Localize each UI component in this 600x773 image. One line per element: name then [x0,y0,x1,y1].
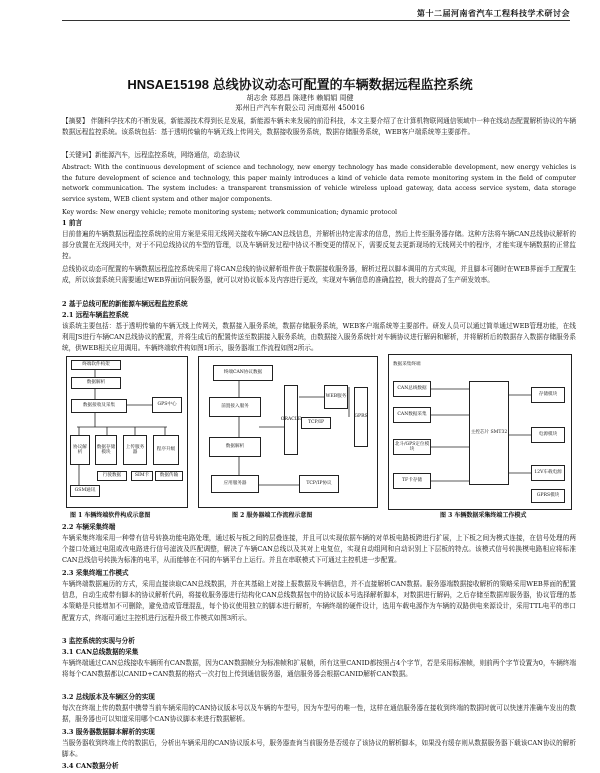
section-2-2-paragraph: 车辆采集终端采用一种带有信号转换功能电路处理，通过板与板之间的层叠连接，并且可以实现依据车辆的对单板电路板跨进行扩展，上下板之间为模式连接，在信号处理的两个接口处通过电阻或改电路进行信号滤波及匹配调整，解决了车辆CAN总线以及其对上电复位，实现自动组网和自动识别上下层板的特点。该模式信号转换模电路相应将标准CAN总线信号转换为标准的电平，从而能够在不同的车辆平台上运行。并且在串联模式下可通过主控机进一步配置。 [62,534,576,565]
section-3-3-paragraph: 当服务器收到终端上传的数据后，分析出车辆采用的CAN协议版本号，服务器查询当前服务是否缓存了该协议的解析脚本，如果没有缓存则从数据服务器下载该CAN协议的解析脚本。 [62,739,576,759]
section-1-paragraph-2: 总线协议动态可配置的车辆数据远程监控系统采用了将CAN总线的协议解析组件放于数据接收服务器，解析过程以脚本调用的方式实现，并且脚本可随时在WEB界面手工配置生成，所以该套系统只需要通过WEB界面访问服务器，就可以对协议版本及内容进行更改，实现对车辆信息的准确监控，极大的提高了生产研发效率。 [62,265,576,285]
figure-2-caption: 图 2 服务器端工作流程示意图 [232,512,313,519]
section-3-title: 3 监控系统的实现与分析 [62,637,135,645]
fig3-box-storage: 存储模块 [531,387,565,403]
fig1-box-upgrade: 程序升级 [153,435,179,465]
fig1-box-storage: 数据存储模块 [95,435,117,465]
paper-authors: 胡志余 郑恩昌 陈建伟 赖娟娟 周健 [246,94,354,102]
figure-1-caption: 图 1 车辆终端软件构成示意图 [70,512,151,519]
header-rule [62,20,570,21]
fig1-box-transfer: 数据传输 [155,471,183,481]
fig1-box-parse: 数据解析 [71,377,121,389]
section-3-3-title: 3.3 服务器数据脚本解析的实现 [62,728,155,736]
fig2-box-can-data: 终端CAN协议数据 [213,365,273,381]
fig2-box-parse: 数据解析 [209,437,261,457]
fig3-title: 数据采集终端 [393,359,441,371]
paper-affiliation: 郑州日产汽车有限公司 河南郑州 450016 [235,104,365,112]
section-3-4-title: 3.4 CAN数据分析 [62,762,119,770]
abstract-en: Abstract: With the continuous development of science and technology, new energy technology has made considerable development, new energy vehicles is the future development of science and technology, this paper mainly introduces a kind of vehicle data remote monitoring system in the field of computer network communication. The system includes: a transparent transmission of vehicle wireless upload gateway, data access service system, data storage service system, WEB client system and other major components. [62,163,576,203]
section-3-1-title: 3.1 CAN总线数据的采集 [62,648,139,656]
fig1-box-gsm: GSM通讯 [70,485,100,497]
fig2-box-tcpip: TCP/IP [301,417,331,429]
figure-2 [198,356,378,508]
fig2-box-oracle: ORACLE [284,385,298,455]
fig2-box-gprs: GPRS [354,387,368,447]
fig1-box-gps: GPS中心 [152,397,182,413]
fig1-box-upload: 上传服务器 [123,435,147,465]
fig2-box-web: WEB服务 [324,385,348,409]
section-1-paragraph-1: 目前普遍的车辆数据远程监控系统的应用方案是采用无线网关接收车辆CAN总线信息，并解析出特定需求的信息，然后上传至服务器存储。这种方法将车辆CAN总线协议解析的部分放置在无线网关中，对于不同总线协议的车型的管理，以及车辆研发过程中协议不断变更的情况下，需要反复去更新现场的无线网关中的程序，才能实现车辆数据的正常监控。 [62,230,576,261]
fig1-box-protocol: 协议解析 [70,435,90,465]
section-2-title: 2 基于总线可配的新能源车辆远程监控系统 [62,300,188,308]
running-header: 第十二届河南省汽车工程科技学术研讨会 [417,8,570,18]
figure-3 [388,354,572,510]
fig1-box-driving: 行驶数据 [97,471,127,481]
fig1-box-collect: 数据接收及采集 [71,399,127,413]
fig3-box-gprs: GPRS模块 [531,489,565,503]
fig2-box-app-server: 应用服务器 [211,475,259,493]
fig1-box-sim: SIM卡 [131,471,153,481]
fig3-box-can-bus: CAN总线数据 [393,381,431,397]
fig2-box-tcpip-protocol: TCP/IP协议 [299,475,339,493]
section-3-2-title: 3.2 总线版本及车辆区分的实现 [62,693,155,701]
section-2-1-title: 2.1 远程车辆监控系统 [62,311,129,319]
fig3-box-power: 电源模块 [531,427,565,443]
keywords-en: Key words: New energy vehicle; remote monitoring system; network communication; dynamic protocol [62,208,398,216]
fig3-box-12v: 12V车载电源 [531,465,565,481]
section-2-3-title: 2.3 采集终端工作模式 [62,569,129,577]
section-2-2-title: 2.2 车辆采集终端 [62,523,116,531]
fig2-box-access: 前置接入服务 [209,397,261,417]
abstract-cn: 【摘要】 伴随科学技术的不断发展，新能源技术得到长足发展，新能源车辆未来发展的前沿科技，本文主要介绍了在计算机物联网通信领域中一种在线动态配置解析协议的车辆数据远程监控系统。该系统包括：基于透明传输的车辆无线上传网关，数据接收服务系统，数据存储服务系统，WEB客户端系统等主要部件。 [62,117,576,137]
section-3-2-paragraph: 每次在终端上传的数据中携带当前车辆采用的CAN协议版本号以及车辆的车型号，因为车型号的唯一性，这样在通信服务器在接收到终端的数据时就可以快速并准确车发出的数据，服务器也可以知道采用哪个CAN协议脚本来进行数据解析。 [62,704,576,724]
fig3-box-gps: 北斗/GPS定位模块 [393,439,431,455]
paper-title: HNSAE15198 总线协议动态可配置的车辆数据远程监控系统 [127,77,473,92]
section-2-1-paragraph: 该系统主要包括：基于透明传输的车辆无线上传网关，数据接入服务系统，数据存储服务系统，WEB客户端系统等主要部件。研发人员可以通过简单通过WEB管理功能，在线利用JS进行车辆CAN总线协议的配置，并将生成后的配置传送至数据接入服务系统，由数据接入服务系统针对车辆协议进行解码和解析，并将解析后的数据存入数据存储服务系统，供WEB相关应用调用。车辆终端软件构如图1所示，服务器端工作流程如图2所示。 [62,322,576,353]
section-1-title: 1 前言 [62,219,83,227]
fig3-box-can-collect: CAN数据采集 [393,407,431,423]
fig1-box-architecture: 终端软件构架 [71,360,121,370]
keywords-cn: 【关键词】新能源汽车，远程监控系统，网络通信，动态协议 [62,151,241,159]
section-2-3-paragraph: 车辆终端数据遍历的方式，采用直接读取CAN总线数据，并在其基础上对接上报数据及车辆信息，并不直接解析CAN数据。服务器端数据接收解析的策略采用WEB界面的配置信息，自动生成带有脚本的协议解析代码，将接收服务器进行结构化CAN总线数据包中的协议版本号选择解析脚本，对数据进行解码，之后存储至数据库服务器，协议管理的基本策略是只能增加不可删除，避免造成管理混乱，每个协议使用独立的脚本进行解析，车辆终端的硬件设计，选用车载电源作为车辆的双路供电来源设计，采用TTL电平的串口配置方式，终端可通过主控机进行远程升级工作模式如图3所示。 [62,580,576,622]
fig3-box-tf: TF卡存储 [393,473,431,489]
figure-3-caption: 图 3 车辆数据采集终端工作模式 [440,512,527,519]
section-3-1-paragraph: 车辆终端通过CAN总线接收车辆所有CAN数据，因为CAN数据帧分为标准帧和扩展帧，所有这里CANID都按照占4个字节，若是采用标准帧，则前两个字节设置为0，车辆终端将每个CAN数据都以CANID+CAN数据的格式一次打包上传到通信服务器，通信服务器会根据CANID解析CAN数据。 [62,659,576,679]
figure-1 [66,356,188,508]
fig3-box-mcu: 主控芯片 SMT32 [469,381,509,485]
